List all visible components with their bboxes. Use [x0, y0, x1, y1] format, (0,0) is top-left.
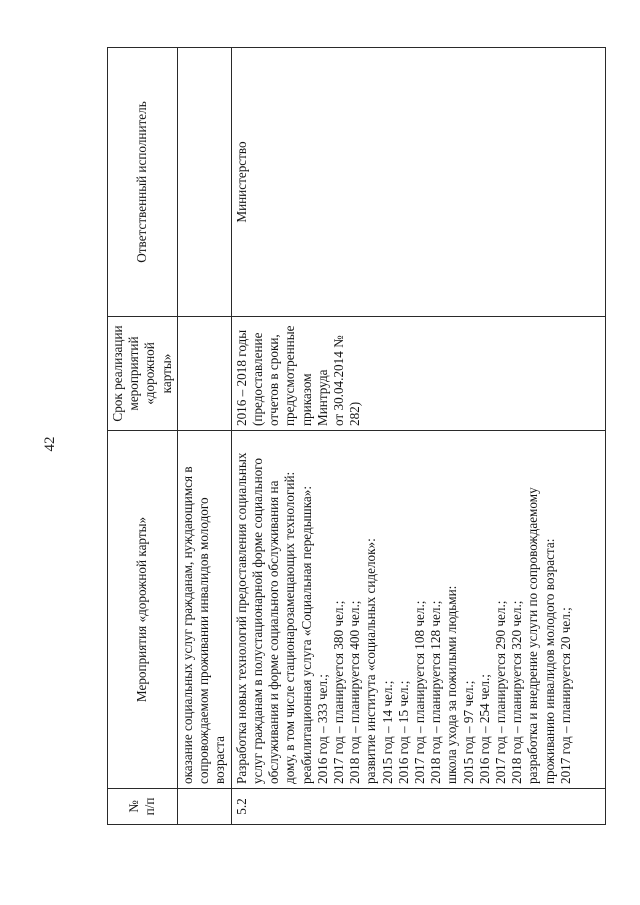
term-line: приказом Минтруда: [298, 369, 330, 426]
activity-line: 2016 год – 15 чел.;: [395, 680, 411, 784]
term-cell: [177, 317, 231, 431]
responsible-cell: [177, 48, 231, 317]
activity-line: школа ухода за пожилыми людьми:: [444, 585, 460, 784]
activity-cell: [177, 431, 231, 789]
activity-line: 2016 год – 254 чел.;: [476, 674, 492, 784]
header-term-cell: [108, 317, 178, 431]
activity-line: 2018 год – планируется 400 чел.;: [347, 600, 363, 784]
num-cell: 5.2: [231, 789, 605, 825]
term-cell: [231, 317, 605, 431]
table-row-continuation: [177, 48, 231, 825]
header-activity-cell: Мероприятия «дорожной карты»: [108, 431, 178, 789]
table-header-row: [108, 48, 178, 825]
term-line: (предоставление: [250, 332, 266, 426]
activity-line: 2015 год – 14 чел.;: [379, 680, 395, 784]
header-term-line: мероприятий: [126, 336, 142, 411]
header-responsible-cell: Ответственный исполнитель: [108, 48, 178, 317]
roadmap-table: [107, 47, 606, 825]
term-line: предусмотренные: [282, 325, 298, 426]
term-line: 2016 – 2018 годы: [233, 329, 249, 426]
activity-line: сопровождаемом проживании инвалидов молодого: [196, 497, 212, 784]
activity-line: 2016 год – 333 чел.;: [314, 674, 330, 784]
activity-line: реабилитационная услуга «Социальная передышка»:: [298, 485, 314, 784]
activity-line: 2017 год – планируется 108 чел.;: [412, 600, 428, 784]
header-num-line: №: [126, 800, 142, 813]
activity-line: 2017 год – планируется 290 чел.;: [493, 600, 509, 784]
activity-line: 2018 год – планируется 128 чел.;: [428, 600, 444, 784]
page-number: 42: [42, 436, 58, 452]
activity-line: дому, в том числе стационарозамещающих технологий:: [282, 471, 298, 784]
activity-line: обслуживания и форме социального обслуживания на: [266, 480, 282, 784]
activity-cell: [231, 431, 605, 789]
header-term-line: «дорожной карты»: [142, 342, 174, 405]
activity-line: 2017 год – планируется 380 чел.;: [331, 600, 347, 784]
activity-line: возраста: [212, 735, 228, 784]
header-num-line: п/п: [142, 797, 158, 816]
responsible-cell: Министерство: [231, 48, 605, 317]
activity-line: оказание социальных услуг гражданам, нуждающимся в: [179, 466, 195, 784]
term-line: отчетов в сроки,: [266, 334, 282, 426]
activity-line: проживанию инвалидов молодого возраста:: [541, 538, 557, 784]
activity-line: разработка и внедрение услуги по сопровождаемому: [525, 487, 541, 784]
term-line: от 30.04.2014 № 282): [331, 335, 363, 426]
activity-line: Разработка новых технологий предоставления социальных: [233, 452, 249, 784]
num-cell: [177, 789, 231, 825]
activity-line: 2018 год – планируется 320 чел.;: [509, 600, 525, 784]
activity-line: 2017 год – планируется 20 чел.;: [557, 607, 573, 784]
header-num-cell: [108, 789, 178, 825]
table-row-5-2: [231, 48, 605, 825]
header-term-line: Срок реализации: [110, 325, 125, 422]
activity-line: 2015 год – 97 чел.;: [460, 680, 476, 784]
rotated-page-content: [107, 48, 606, 825]
activity-line: услуг гражданам в полустационарной форме социального: [250, 458, 266, 784]
activity-line: развитие института «социальных сиделок»:: [363, 538, 379, 784]
